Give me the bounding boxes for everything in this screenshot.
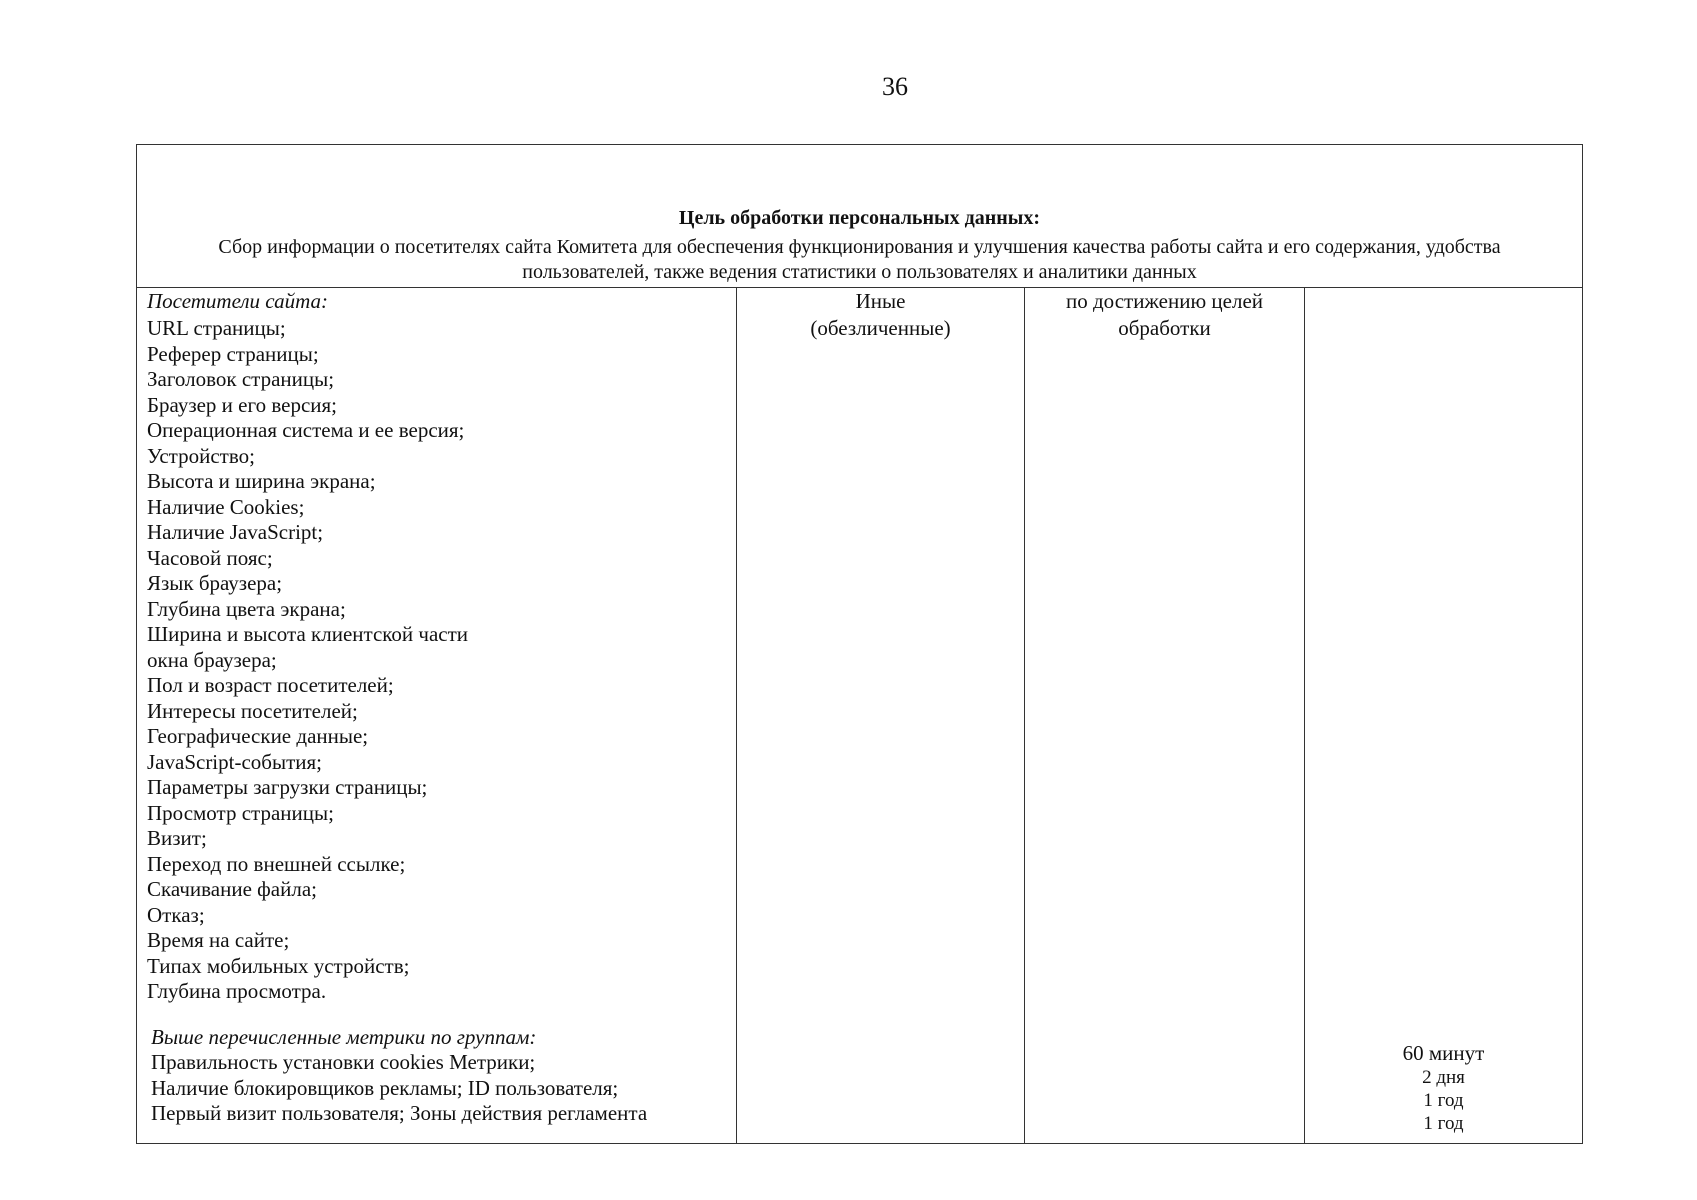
group-items-list — [151, 1050, 647, 1127]
list-item: Браузер и его версия; — [147, 392, 337, 417]
list-item: Язык браузера; — [147, 571, 283, 595]
term-value: 1 год — [1423, 1113, 1464, 1134]
list-item: Глубина цвета экрана; — [147, 596, 346, 621]
term-value: 60 минут — [1402, 1041, 1485, 1065]
purpose-title: Цель обработки персональных данных: — [678, 207, 1041, 229]
page-number: 36 — [882, 72, 908, 101]
category-title: Посетители сайта: — [147, 289, 328, 313]
list-item: Пол и возраст посетителей; — [147, 673, 394, 697]
retention-cell — [1025, 288, 1305, 1143]
personal-data-list-cell — [137, 288, 737, 1143]
list-item: Просмотр страницы; — [147, 800, 334, 825]
list-item: Отказ; — [147, 902, 205, 927]
list-item: Реферер страницы; — [147, 341, 319, 366]
list-item: Визит; — [147, 826, 207, 850]
data-items-list — [147, 316, 468, 1005]
list-item: Интересы посетителей; — [147, 698, 358, 723]
list-item: Скачивание файла; — [147, 877, 317, 901]
terms-cell — [1305, 288, 1582, 1143]
list-item: Типах мобильных устройств; — [147, 953, 410, 978]
terms-list — [1305, 1041, 1582, 1135]
data-category: Иные (обезличенные) — [810, 289, 951, 340]
retention-period: по достижению целей обработки — [1066, 289, 1263, 340]
list-item: Часовой пояс; — [147, 545, 273, 570]
list-item: Наличие Cookies; — [147, 494, 305, 519]
list-item: Время на сайте; — [147, 928, 290, 952]
groups-title: Выше перечисленные метрики по группам: — [151, 1025, 537, 1049]
list-item: Операционная система и ее версия; — [147, 418, 465, 442]
list-item: окна браузера; — [147, 647, 277, 672]
list-item: Глубина просмотра. — [147, 979, 327, 1003]
data-category-cell — [737, 288, 1025, 1143]
list-item: Наличие блокировщиков рекламы; ID пользователя; — [151, 1075, 619, 1100]
list-item: Первый визит пользователя; Зоны действия регламента — [151, 1101, 648, 1125]
list-item: Устройство; — [147, 443, 255, 468]
list-item: URL страницы; — [147, 316, 286, 340]
list-item: Параметры загрузки страницы; — [147, 775, 428, 799]
list-item: JavaScript-события; — [147, 749, 322, 774]
list-item: Правильность установки cookies Метрики; — [151, 1050, 536, 1074]
list-item: Наличие JavaScript; — [147, 520, 324, 544]
term-value: 2 дня — [1422, 1067, 1465, 1088]
data-table — [136, 144, 1583, 1144]
purpose-text: Сбор информации о посетителях сайта Комитета для обеспечения функционирования и улучшения качества работы сайта и его содержания, удобства пользователей, также ведения статистики о пользователях и аналитики данных — [218, 236, 1501, 283]
list-item: Ширина и высота клиентской части — [147, 622, 469, 646]
list-item: Заголовок страницы; — [147, 367, 335, 391]
purpose-header — [137, 145, 1582, 288]
list-item: Переход по внешней ссылке; — [147, 851, 406, 876]
list-item: Высота и ширина экрана; — [147, 469, 376, 493]
list-item: Географические данные; — [147, 724, 369, 748]
term-value: 1 год — [1423, 1090, 1464, 1111]
